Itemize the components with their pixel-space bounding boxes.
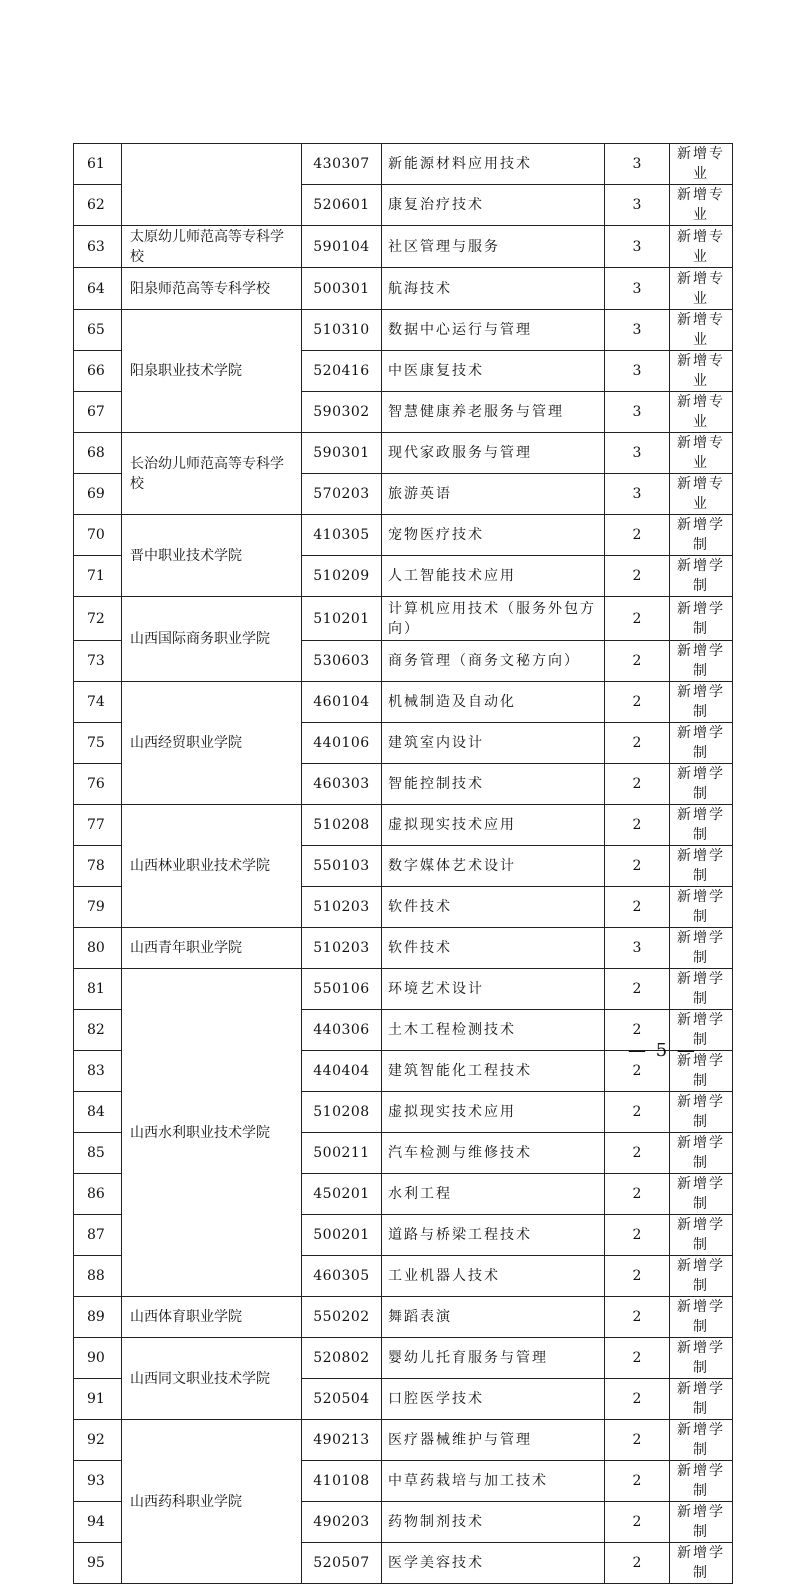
program-name-cell: 机械制造及自动化: [382, 682, 605, 723]
row-number-cell: 68: [74, 433, 122, 474]
application-type-cell: 新增专业: [670, 474, 733, 515]
program-name-cell: 医疗器械维护与管理: [382, 1420, 605, 1461]
application-type-cell: 新增学制: [670, 1420, 733, 1461]
duration-years-cell: 3: [605, 351, 670, 392]
row-number-cell: 76: [74, 764, 122, 805]
program-code-cell: 510201: [302, 597, 382, 641]
duration-years-cell: 2: [605, 1051, 670, 1092]
row-number-cell: 85: [74, 1133, 122, 1174]
duration-years-cell: 3: [605, 185, 670, 226]
application-type-cell: 新增学制: [670, 887, 733, 928]
program-code-cell: 410108: [302, 1461, 382, 1502]
table-row: [74, 928, 733, 969]
duration-years-cell: 2: [605, 515, 670, 556]
row-number-cell: 78: [74, 846, 122, 887]
program-code-cell: 520416: [302, 351, 382, 392]
program-code-cell: 510208: [302, 1092, 382, 1133]
duration-years-cell: 2: [605, 1543, 670, 1584]
program-code-cell: 500301: [302, 268, 382, 310]
program-code-cell: 530603: [302, 641, 382, 682]
school-cell: 长治幼儿师范高等专科学校: [122, 433, 302, 515]
table-row: [74, 805, 733, 846]
row-number-cell: 95: [74, 1543, 122, 1584]
duration-years-cell: 2: [605, 597, 670, 641]
table-row: [74, 433, 733, 474]
program-name-cell: 医学美容技术: [382, 1543, 605, 1584]
application-type-cell: 新增学制: [670, 1133, 733, 1174]
application-type-cell: 新增学制: [670, 1338, 733, 1379]
duration-years-cell: 3: [605, 268, 670, 310]
program-code-cell: 440106: [302, 723, 382, 764]
duration-years-cell: 2: [605, 1502, 670, 1543]
application-type-cell: 新增专业: [670, 185, 733, 226]
program-code-cell: 550106: [302, 969, 382, 1010]
duration-years-cell: 2: [605, 969, 670, 1010]
program-name-cell: 建筑室内设计: [382, 723, 605, 764]
row-number-cell: 79: [74, 887, 122, 928]
program-code-cell: 550202: [302, 1297, 382, 1338]
duration-years-cell: 2: [605, 1461, 670, 1502]
program-code-cell: 590301: [302, 433, 382, 474]
application-type-cell: 新增学制: [670, 1461, 733, 1502]
row-number-cell: 80: [74, 928, 122, 969]
application-type-cell: 新增学制: [670, 723, 733, 764]
row-number-cell: 82: [74, 1010, 122, 1051]
table-row: [74, 226, 733, 268]
program-name-cell: 商务管理（商务文秘方向）: [382, 641, 605, 682]
school-cell: 晋中职业技术学院: [122, 515, 302, 597]
school-cell: 山西经贸职业学院: [122, 682, 302, 805]
program-name-cell: 环境艺术设计: [382, 969, 605, 1010]
duration-years-cell: 2: [605, 1420, 670, 1461]
table-row: [74, 515, 733, 556]
application-type-cell: 新增学制: [670, 1174, 733, 1215]
application-type-cell: 新增专业: [670, 226, 733, 268]
program-name-cell: 中草药栽培与加工技术: [382, 1461, 605, 1502]
table-row: [74, 268, 733, 310]
row-number-cell: 92: [74, 1420, 122, 1461]
application-type-cell: 新增学制: [670, 515, 733, 556]
row-number-cell: 93: [74, 1461, 122, 1502]
program-name-cell: 工业机器人技术: [382, 1256, 605, 1297]
application-type-cell: 新增专业: [670, 433, 733, 474]
application-type-cell: 新增专业: [670, 144, 733, 185]
application-type-cell: 新增学制: [670, 1502, 733, 1543]
application-type-cell: 新增学制: [670, 969, 733, 1010]
duration-years-cell: 2: [605, 1379, 670, 1420]
program-code-cell: 510203: [302, 928, 382, 969]
school-cell: 山西体育职业学院: [122, 1297, 302, 1338]
program-code-cell: 460104: [302, 682, 382, 723]
school-cell: 山西林业职业技术学院: [122, 805, 302, 928]
program-name-cell: 数字媒体艺术设计: [382, 846, 605, 887]
duration-years-cell: 2: [605, 1092, 670, 1133]
application-type-cell: 新增学制: [670, 1256, 733, 1297]
application-type-cell: 新增学制: [670, 764, 733, 805]
program-name-cell: 数据中心运行与管理: [382, 310, 605, 351]
program-code-cell: 490213: [302, 1420, 382, 1461]
application-type-cell: 新增学制: [670, 682, 733, 723]
row-number-cell: 71: [74, 556, 122, 597]
row-number-cell: 91: [74, 1379, 122, 1420]
program-code-cell: 410305: [302, 515, 382, 556]
program-code-cell: 520601: [302, 185, 382, 226]
row-number-cell: 63: [74, 226, 122, 268]
application-type-cell: 新增专业: [670, 351, 733, 392]
duration-years-cell: 2: [605, 1297, 670, 1338]
program-name-cell: 软件技术: [382, 928, 605, 969]
school-cell: 山西国际商务职业学院: [122, 597, 302, 682]
school-cell: 山西同文职业技术学院: [122, 1338, 302, 1420]
program-name-cell: 虚拟现实技术应用: [382, 1092, 605, 1133]
program-code-cell: 550103: [302, 846, 382, 887]
program-code-cell: 440404: [302, 1051, 382, 1092]
program-code-cell: 590104: [302, 226, 382, 268]
program-name-cell: 水利工程: [382, 1174, 605, 1215]
row-number-cell: 77: [74, 805, 122, 846]
duration-years-cell: 2: [605, 887, 670, 928]
program-name-cell: 航海技术: [382, 268, 605, 310]
program-code-cell: 520507: [302, 1543, 382, 1584]
program-name-cell: 宠物医疗技术: [382, 515, 605, 556]
program-table: [73, 143, 733, 1584]
school-cell: 山西水利职业技术学院: [122, 969, 302, 1297]
application-type-cell: 新增专业: [670, 310, 733, 351]
program-code-cell: 500211: [302, 1133, 382, 1174]
application-type-cell: 新增学制: [670, 597, 733, 641]
duration-years-cell: 3: [605, 392, 670, 433]
duration-years-cell: 2: [605, 764, 670, 805]
row-number-cell: 73: [74, 641, 122, 682]
row-number-cell: 81: [74, 969, 122, 1010]
program-name-cell: 智慧健康养老服务与管理: [382, 392, 605, 433]
row-number-cell: 84: [74, 1092, 122, 1133]
school-cell: 阳泉职业技术学院: [122, 310, 302, 433]
school-cell: 山西青年职业学院: [122, 928, 302, 969]
table-row: [74, 310, 733, 351]
program-code-cell: 520504: [302, 1379, 382, 1420]
table-row: [74, 1297, 733, 1338]
application-type-cell: 新增学制: [670, 928, 733, 969]
program-name-cell: 社区管理与服务: [382, 226, 605, 268]
row-number-cell: 69: [74, 474, 122, 515]
program-name-cell: 舞蹈表演: [382, 1297, 605, 1338]
row-number-cell: 87: [74, 1215, 122, 1256]
duration-years-cell: 2: [605, 641, 670, 682]
program-name-cell: 口腔医学技术: [382, 1379, 605, 1420]
program-table-body: [74, 144, 733, 1584]
duration-years-cell: 2: [605, 805, 670, 846]
program-name-cell: 软件技术: [382, 887, 605, 928]
program-name-cell: 新能源材料应用技术: [382, 144, 605, 185]
program-code-cell: 460305: [302, 1256, 382, 1297]
application-type-cell: 新增学制: [670, 1215, 733, 1256]
table-row: [74, 682, 733, 723]
duration-years-cell: 3: [605, 928, 670, 969]
application-type-cell: 新增学制: [670, 1297, 733, 1338]
table-row: [74, 597, 733, 641]
row-number-cell: 89: [74, 1297, 122, 1338]
program-code-cell: 570203: [302, 474, 382, 515]
program-code-cell: 450201: [302, 1174, 382, 1215]
school-cell: 太原幼儿师范高等专科学校: [122, 226, 302, 268]
row-number-cell: 62: [74, 185, 122, 226]
program-name-cell: 建筑智能化工程技术: [382, 1051, 605, 1092]
duration-years-cell: 2: [605, 1010, 670, 1051]
row-number-cell: 70: [74, 515, 122, 556]
row-number-cell: 61: [74, 144, 122, 185]
program-code-cell: 440306: [302, 1010, 382, 1051]
program-name-cell: 婴幼儿托育服务与管理: [382, 1338, 605, 1379]
duration-years-cell: 3: [605, 310, 670, 351]
program-code-cell: 430307: [302, 144, 382, 185]
application-type-cell: 新增学制: [670, 1051, 733, 1092]
duration-years-cell: 3: [605, 474, 670, 515]
program-code-cell: 510310: [302, 310, 382, 351]
program-name-cell: 现代家政服务与管理: [382, 433, 605, 474]
program-name-cell: 道路与桥梁工程技术: [382, 1215, 605, 1256]
program-name-cell: 虚拟现实技术应用: [382, 805, 605, 846]
row-number-cell: 75: [74, 723, 122, 764]
row-number-cell: 83: [74, 1051, 122, 1092]
row-number-cell: 66: [74, 351, 122, 392]
program-name-cell: 智能控制技术: [382, 764, 605, 805]
row-number-cell: 86: [74, 1174, 122, 1215]
program-name-cell: 人工智能技术应用: [382, 556, 605, 597]
school-cell: 阳泉师范高等专科学校: [122, 268, 302, 310]
program-code-cell: 510209: [302, 556, 382, 597]
program-name-cell: 旅游英语: [382, 474, 605, 515]
application-type-cell: 新增学制: [670, 1379, 733, 1420]
program-name-cell: 计算机应用技术（服务外包方向）: [382, 597, 605, 641]
application-type-cell: 新增学制: [670, 641, 733, 682]
duration-years-cell: 2: [605, 846, 670, 887]
program-name-cell: 中医康复技术: [382, 351, 605, 392]
school-cell: 山西药科职业学院: [122, 1420, 302, 1584]
row-number-cell: 94: [74, 1502, 122, 1543]
application-type-cell: 新增专业: [670, 392, 733, 433]
table-row: [74, 1420, 733, 1461]
duration-years-cell: 3: [605, 433, 670, 474]
duration-years-cell: 2: [605, 723, 670, 764]
application-type-cell: 新增学制: [670, 846, 733, 887]
row-number-cell: 65: [74, 310, 122, 351]
duration-years-cell: 3: [605, 226, 670, 268]
row-number-cell: 67: [74, 392, 122, 433]
program-code-cell: 500201: [302, 1215, 382, 1256]
program-name-cell: 汽车检测与维修技术: [382, 1133, 605, 1174]
application-type-cell: 新增学制: [670, 805, 733, 846]
program-code-cell: 460303: [302, 764, 382, 805]
duration-years-cell: 3: [605, 144, 670, 185]
program-name-cell: 药物制剂技术: [382, 1502, 605, 1543]
duration-years-cell: 2: [605, 1338, 670, 1379]
duration-years-cell: 2: [605, 682, 670, 723]
duration-years-cell: 2: [605, 1256, 670, 1297]
program-code-cell: 510208: [302, 805, 382, 846]
program-code-cell: 510203: [302, 887, 382, 928]
row-number-cell: 72: [74, 597, 122, 641]
row-number-cell: 64: [74, 268, 122, 310]
row-number-cell: 90: [74, 1338, 122, 1379]
duration-years-cell: 2: [605, 1215, 670, 1256]
application-type-cell: 新增专业: [670, 268, 733, 310]
duration-years-cell: 2: [605, 1133, 670, 1174]
program-code-cell: 490203: [302, 1502, 382, 1543]
application-type-cell: 新增学制: [670, 1543, 733, 1584]
application-type-cell: 新增学制: [670, 1010, 733, 1051]
program-name-cell: 土木工程检测技术: [382, 1010, 605, 1051]
duration-years-cell: 2: [605, 556, 670, 597]
program-name-cell: 康复治疗技术: [382, 185, 605, 226]
duration-years-cell: 2: [605, 1174, 670, 1215]
row-number-cell: 88: [74, 1256, 122, 1297]
table-row: [74, 1338, 733, 1379]
table-row: [74, 144, 733, 185]
row-number-cell: 74: [74, 682, 122, 723]
page-number: — 5 —: [628, 1040, 697, 1061]
school-cell: [122, 144, 302, 226]
application-type-cell: 新增学制: [670, 1092, 733, 1133]
application-type-cell: 新增学制: [670, 556, 733, 597]
table-row: [74, 969, 733, 1010]
program-code-cell: 590302: [302, 392, 382, 433]
program-code-cell: 520802: [302, 1338, 382, 1379]
